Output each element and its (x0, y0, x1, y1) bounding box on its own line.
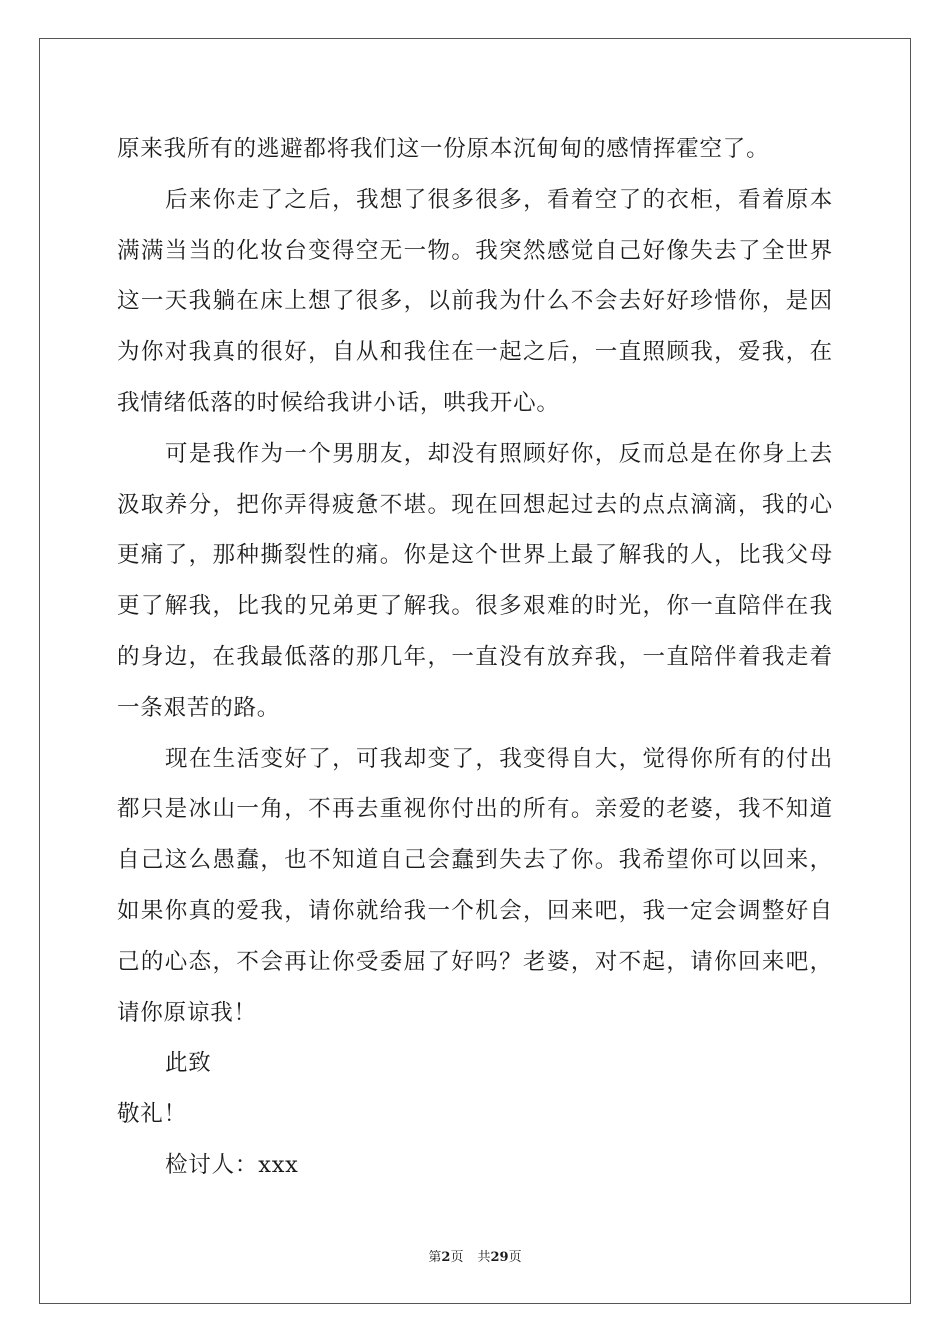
paragraph-3: 可是我作为一个男朋友，却没有照顾好你，反而总是在你身上去汲取养分，把你弄得疲惫不堪。现在回想起过去的点点滴滴，我的心更痛了，那种撕裂性的痛。你是这个世界上最了解我的人，比我父母更了解我，比我的兄弟更了解我。很多艰难的时光，你一直陪伴在我的身边，在我最低落的那几年，一直没有放弃我，一直陪伴着我走着一条艰苦的路。 (117, 440, 833, 721)
paragraph-1: 原来我所有的逃避都将我们这一份原本沉甸甸的感情挥霍空了。 (117, 136, 770, 162)
total-suffix: 页 (508, 1250, 522, 1265)
total-pages: 29 (490, 1250, 509, 1265)
page-footer (0, 1246, 950, 1265)
signature: 检讨人：xxx (165, 1151, 299, 1178)
paragraph-4: 现在生活变好了，可我却变了，我变得自大，觉得你所有的付出都只是冰山一角，不再去重视你付出的所有。亲爱的老婆，我不知道自己这么愚蠢，也不知道自己会蠢到失去了你。我希望你可以回来，如果你真的爱我，请你就给我一个机会，回来吧，我一定会调整好自己的心态，不会再让你受委屈了好吗？老婆，对不起，请你回来吧，请你原谅我！ (117, 745, 833, 1026)
regards: 敬礼！ (117, 1101, 187, 1128)
page-number: 2 (441, 1250, 451, 1265)
page-prefix: 第 (428, 1250, 442, 1265)
document-body (117, 124, 833, 1191)
total-prefix: 共 (477, 1250, 491, 1265)
page-suffix: 页 (450, 1250, 464, 1265)
salutation: 此致 (165, 1050, 212, 1077)
paragraph-2: 后来你走了之后，我想了很多很多，看着空了的衣柜，看着原本满满当当的化妆台变得空无一物。我突然感觉自己好像失去了全世界这一天我躺在床上想了很多，以前我为什么不会去好好珍惜你，是因为你对我真的很好，自从和我住在一起之后，一直照顾我，爱我，在我情绪低落的时候给我讲小话，哄我开心。 (117, 186, 833, 416)
